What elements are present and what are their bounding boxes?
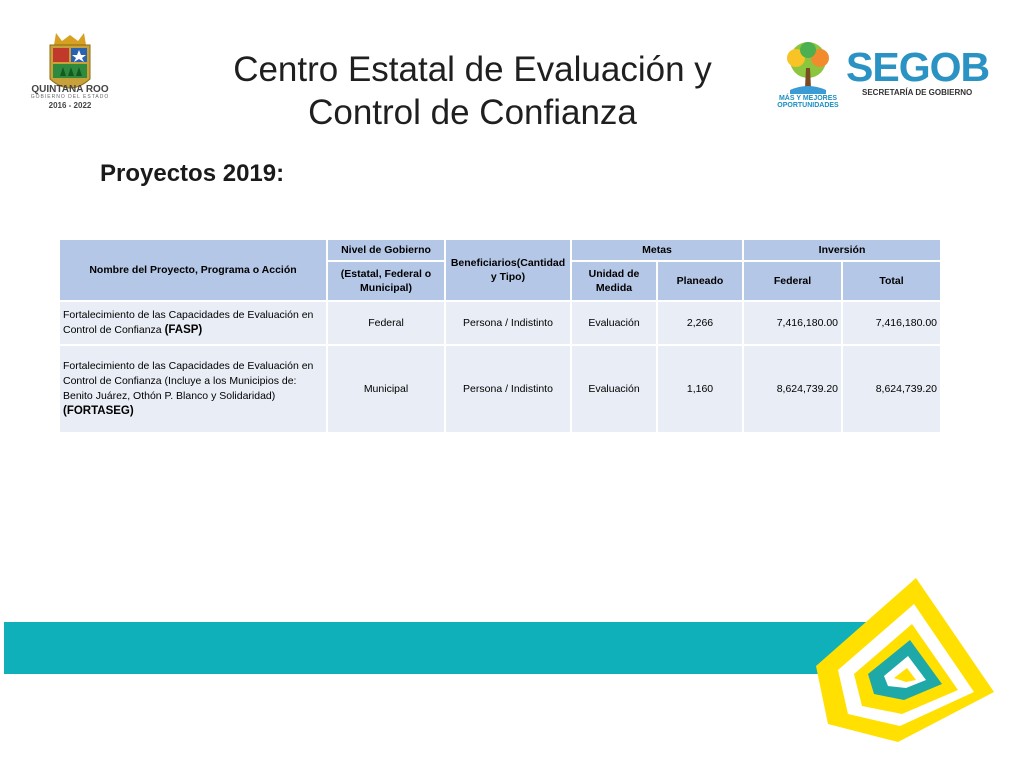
project-abbreviation: (FORTASEG) xyxy=(63,405,134,417)
header-federal: Federal xyxy=(743,261,842,301)
header-beneficiaries: Beneficiarios(Cantidad y Tipo) xyxy=(445,239,571,301)
tree-caption-line-1: MÁS Y MEJORES xyxy=(778,95,838,102)
tree-icon xyxy=(780,40,836,98)
projects-table xyxy=(58,238,942,434)
cell-planned: 1,160 xyxy=(657,345,743,433)
segob-subtitle: SECRETARÍA DE GOBIERNO xyxy=(862,88,973,97)
project-description: Fortalecimiento de las Capacidades de Evaluación en Control de Confianza (Incluye a los Municipios de: Benito Juárez, Othón P. Blanco y Solidaridad) xyxy=(63,360,314,402)
header-level-top: Nivel de Gobierno xyxy=(327,239,445,261)
yellow-teal-emblem-icon xyxy=(808,574,998,744)
header-planned: Planeado xyxy=(657,261,743,301)
header-goals: Metas xyxy=(571,239,743,261)
logo-years-text: 2016 - 2022 xyxy=(48,101,92,110)
cell-project xyxy=(59,301,327,345)
cell-total: 8,624,739.20 xyxy=(842,345,941,433)
project-description: Fortalecimiento de las Capacidades de Evaluación en Control de Confianza xyxy=(63,309,314,336)
cell-planned: 2,266 xyxy=(657,301,743,345)
header-investment: Inversión xyxy=(743,239,941,261)
cell-beneficiaries: Persona / Indistinto xyxy=(445,345,571,433)
decorative-teal-band xyxy=(4,622,874,674)
gobierno-del-estado-text: GOBIERNO DEL ESTADO xyxy=(30,94,110,100)
project-abbreviation: (FASP) xyxy=(164,324,203,336)
header-total: Total xyxy=(842,261,941,301)
tree-logo-caption xyxy=(773,95,843,109)
cell-total: 7,416,180.00 xyxy=(842,301,941,345)
cell-level: Federal xyxy=(327,301,445,345)
cell-federal: 8,624,739.20 xyxy=(743,345,842,433)
cell-unit: Evaluación xyxy=(571,345,657,433)
cell-project xyxy=(59,345,327,433)
quintana-roo-logo-text: QUINTANA ROO xyxy=(31,84,109,95)
section-heading: Proyectos 2019: xyxy=(100,160,285,187)
cell-federal: 7,416,180.00 xyxy=(743,301,842,345)
tree-caption-line-2: OPORTUNIDADES xyxy=(777,102,839,109)
slide-title: Centro Estatal de Evaluación y Control de Confianza xyxy=(233,50,712,132)
segob-logo-text: SEGOB xyxy=(846,44,990,90)
table-row xyxy=(59,345,941,433)
cell-beneficiaries: Persona / Indistinto xyxy=(445,301,571,345)
table-row xyxy=(59,301,941,345)
cell-level: Municipal xyxy=(327,345,445,433)
header-unit: Unidad de Medida xyxy=(571,261,657,301)
cell-unit: Evaluación xyxy=(571,301,657,345)
header-level-sub: (Estatal, Federal o Municipal) xyxy=(327,261,445,301)
header-project: Nombre del Proyecto, Programa o Acción xyxy=(59,239,327,301)
